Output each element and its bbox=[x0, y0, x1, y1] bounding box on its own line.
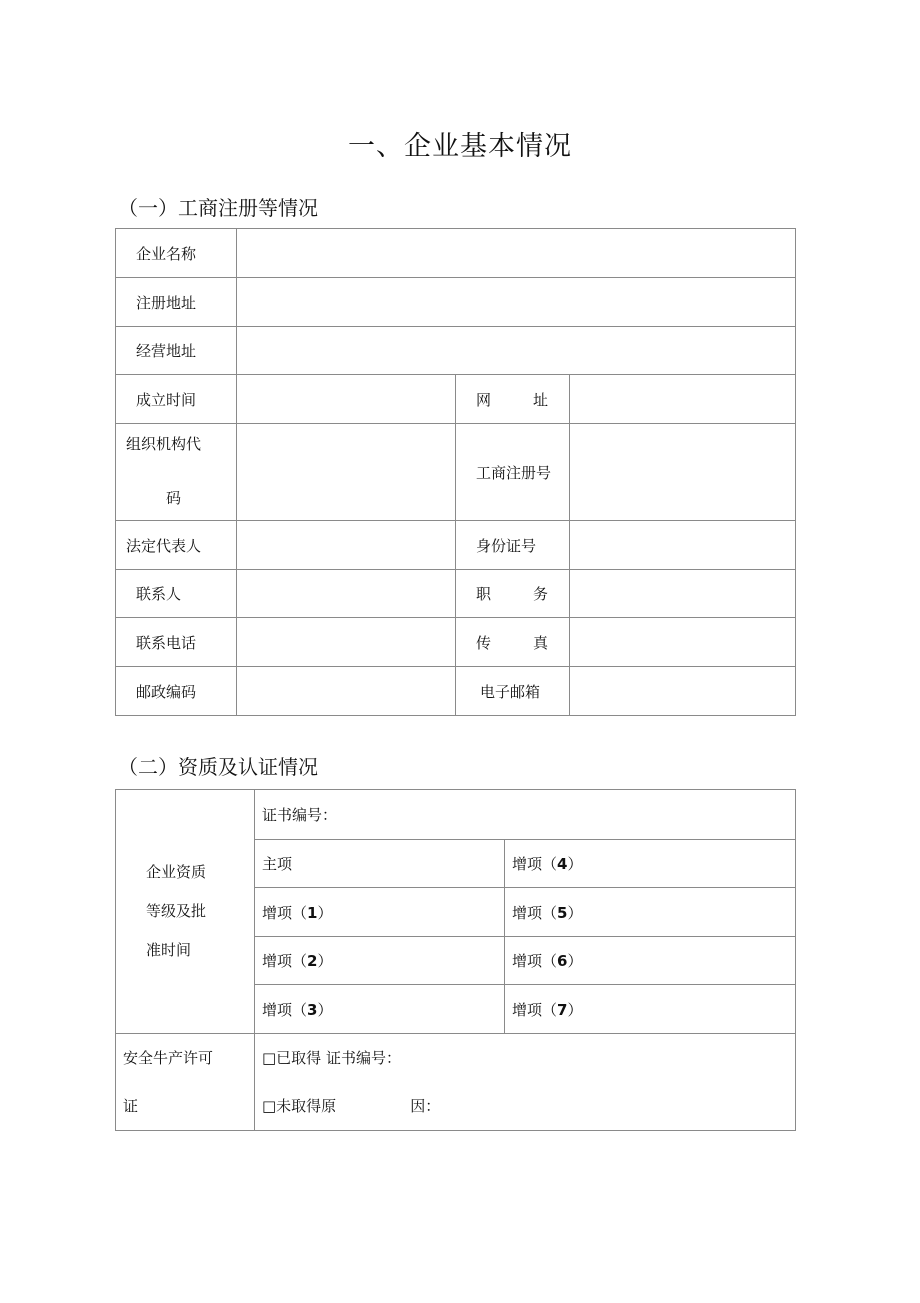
cert-no-field[interactable]: 证书编号： bbox=[255, 790, 796, 840]
label-contact: 联系人 bbox=[116, 570, 237, 618]
label-email: 电子邮箱 bbox=[456, 667, 570, 716]
add-item-6-field[interactable]: 增项（6） bbox=[505, 937, 796, 985]
biz-reg-no-field[interactable] bbox=[570, 424, 796, 521]
add-item-5-field[interactable]: 增项（5） bbox=[505, 888, 796, 937]
phone-field[interactable] bbox=[237, 618, 456, 667]
company-name-field[interactable] bbox=[237, 229, 796, 278]
section-heading-registration: （一）工商注册等情况 bbox=[118, 196, 318, 220]
label-org-code: 组织机构代 码 bbox=[116, 424, 237, 521]
qualification-table bbox=[115, 789, 796, 1131]
position-field[interactable] bbox=[570, 570, 796, 618]
operating-address-field[interactable] bbox=[237, 327, 796, 375]
label-operating-address: 经营地址 bbox=[116, 327, 237, 375]
main-item-field[interactable]: 主项 bbox=[255, 840, 505, 888]
add-item-2-field[interactable]: 增项（2） bbox=[255, 937, 505, 985]
id-no-field[interactable] bbox=[570, 521, 796, 570]
label-biz-reg-no: 工商注册号 bbox=[456, 424, 570, 521]
label-fax: 传 真 bbox=[456, 618, 570, 667]
obtained-checkbox[interactable]: □已取得 证书编号： bbox=[262, 1049, 401, 1067]
website-field[interactable] bbox=[570, 375, 796, 424]
label-company-name: 企业名称 bbox=[116, 229, 237, 278]
label-registered-address: 注册地址 bbox=[116, 278, 237, 327]
registered-address-field[interactable] bbox=[237, 278, 796, 327]
label-phone: 联系电话 bbox=[116, 618, 237, 667]
label-position: 职 务 bbox=[456, 570, 570, 618]
label-legal-rep: 法定代表人 bbox=[116, 521, 237, 570]
fax-field[interactable] bbox=[570, 618, 796, 667]
email-field[interactable] bbox=[570, 667, 796, 716]
label-founded-date: 成立时间 bbox=[116, 375, 237, 424]
label-website: 网 址 bbox=[456, 375, 570, 424]
label-id-no: 身份证号 bbox=[456, 521, 570, 570]
add-item-1-field[interactable]: 增项（1） bbox=[255, 888, 505, 937]
registration-table bbox=[115, 228, 796, 716]
legal-rep-field[interactable] bbox=[237, 521, 456, 570]
org-code-field[interactable] bbox=[237, 424, 456, 521]
add-item-3-field[interactable]: 增项（3） bbox=[255, 985, 505, 1034]
founded-date-field[interactable] bbox=[237, 375, 456, 424]
add-item-7-field[interactable]: 增项（7） bbox=[505, 985, 796, 1034]
label-safety-permit: 安全牛产许可 证 bbox=[116, 1034, 255, 1131]
not-obtained-checkbox[interactable]: □未取得原 因： bbox=[262, 1097, 441, 1115]
postcode-field[interactable] bbox=[237, 667, 456, 716]
add-item-4-field[interactable]: 增项（4） bbox=[505, 840, 796, 888]
section-heading-qualification: （二）资质及认证情况 bbox=[118, 755, 318, 779]
page-title: 一、企业基本情况 bbox=[348, 131, 572, 162]
label-qualification: 企业资质 等级及批 准时间 bbox=[116, 790, 255, 1034]
label-postcode: 邮政编码 bbox=[116, 667, 237, 716]
contact-field[interactable] bbox=[237, 570, 456, 618]
safety-permit-status bbox=[255, 1034, 796, 1131]
